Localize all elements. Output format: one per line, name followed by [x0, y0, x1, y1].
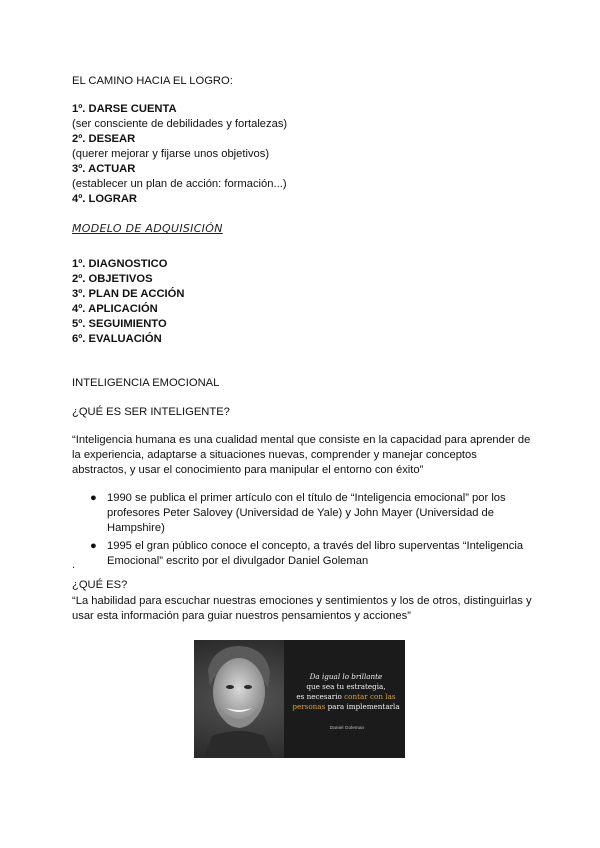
- quote-line-3b: contar con las: [344, 692, 396, 701]
- model-step-3: 3º. PLAN DE ACCIÓN: [72, 288, 185, 300]
- quote-author: Daniel Goleman: [329, 726, 365, 731]
- question-que-es-ser-inteligente: ¿QUÉ ES SER INTELIGENTE?: [72, 406, 230, 418]
- quote-line-3a: es necesario: [296, 692, 342, 701]
- history-bullet-list: [90, 491, 530, 572]
- model-step-6: 6º. EVALUACIÓN: [72, 333, 162, 345]
- list-item: [90, 539, 530, 569]
- bullet-text-1995: 1995 el gran público conoce el concepto, a través del libro superventas “Inteligencia Emocional” escrito por el divulgador Daniel Goleman: [107, 540, 524, 567]
- model-step-2: 2º. OBJETIVOS: [72, 273, 153, 285]
- list-item: [90, 491, 530, 536]
- step-3-note: (establecer un plan de acción: formación...): [72, 178, 287, 190]
- quote-text: [290, 672, 402, 712]
- step-3-title: 3º. ACTUAR: [72, 163, 136, 175]
- model-step-1: 1º. DIAGNOSTICO: [72, 258, 168, 270]
- step-1-title: 1º. DARSE CUENTA: [72, 103, 177, 115]
- bullet-icon: ●: [90, 540, 97, 552]
- section-inteligencia-emocional: INTELIGENCIA EMOCIONAL: [72, 377, 220, 389]
- heading-camino-logro: EL CAMINO HACIA EL LOGRO:: [72, 75, 233, 87]
- model-step-5: 5º. SEGUIMIENTO: [72, 318, 167, 330]
- quote-line-4b: para implementarla: [327, 702, 400, 711]
- bullet-text-1990: 1990 se publica el primer artículo con el título de “Inteligencia emocional” por los profesores Peter Salovey (Universidad de Yale) y John Mayer (Universidad de Hampshire): [107, 492, 506, 534]
- model-step-4: 4º. APLICACIÓN: [72, 303, 158, 315]
- step-2-note: (querer mejorar y fijarse unos objetivos): [72, 148, 270, 160]
- step-2-title: 2º. DESEAR: [72, 133, 136, 145]
- question-que-es: ¿QUÉ ES?: [72, 579, 128, 591]
- step-1-note: (ser consciente de debilidades y fortalezas): [72, 118, 288, 130]
- goleman-quote-image: [194, 640, 405, 758]
- quote-line-4a: personas: [292, 702, 326, 711]
- definition-inteligencia: “Inteligencia humana es una cualidad mental que consiste en la capacidad para aprender de la experiencia, adaptarse a situaciones nuevas, comprender y manejar conceptos abstractos, y usar el conocimiento para manipular el entorno con éxito”: [72, 434, 531, 476]
- definition-inteligencia-emocional: “La habilidad para escuchar nuestras emociones y sentimientos y los de otros, distinguirlas y usar esta información para guiar nuestros pensamientos y acciones”: [72, 595, 532, 622]
- model-title: MODELO DE ADQUISICIÓN: [72, 222, 223, 235]
- stray-period: .: [72, 559, 76, 571]
- step-4-title: 4º. LOGRAR: [72, 193, 138, 205]
- bullet-icon: ●: [90, 492, 97, 504]
- quote-line-2: que sea tu estrategia,: [306, 682, 386, 691]
- quote-line-1: Da igual lo brillante: [309, 672, 383, 681]
